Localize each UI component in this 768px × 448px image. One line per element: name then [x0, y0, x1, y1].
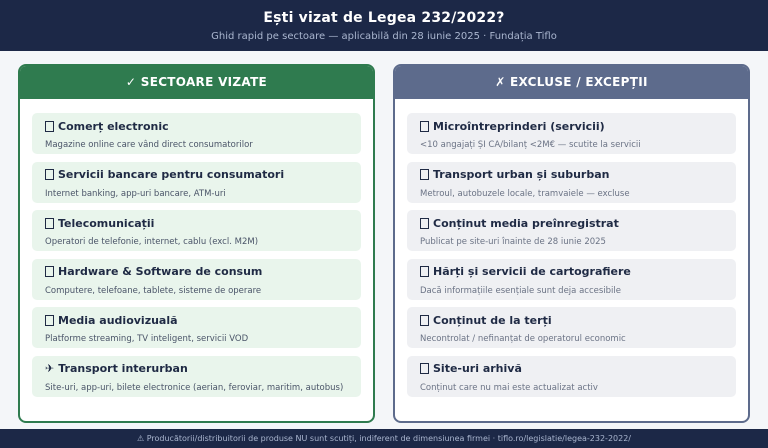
item-title-row	[45, 265, 361, 279]
excluded-sectors-heading: ✗ EXCLUSE / EXCEPȚII	[395, 66, 748, 99]
small-business-icon	[420, 121, 429, 132]
computer-icon	[45, 266, 54, 277]
film-icon	[420, 218, 429, 229]
item-title-row	[420, 362, 736, 376]
item-description: Internet banking, app-uri bancare, ATM-uri	[45, 188, 226, 199]
item-title-row	[45, 216, 361, 230]
header	[0, 0, 768, 51]
list-item	[407, 259, 736, 300]
bank-icon	[45, 169, 54, 180]
item-title: Comerț electronic	[58, 119, 169, 133]
list-item	[407, 113, 736, 154]
list-item	[407, 162, 736, 203]
item-title-row	[45, 362, 361, 376]
item-description: Site-uri, app-uri, bilete electronice (aerian, feroviar, maritim, autobus)	[45, 382, 344, 393]
item-title: Conținut de la terți	[433, 313, 552, 327]
item-title-row	[45, 313, 361, 327]
item-description: Dacă informațiile esențiale sunt deja accesibile	[420, 285, 621, 296]
item-description: Publicat pe site-uri înainte de 28 iunie 2025	[420, 237, 606, 248]
list-item	[32, 259, 361, 300]
item-title-row	[420, 313, 736, 327]
item-title-row	[45, 168, 361, 182]
item-description: Conținut care nu mai este actualizat activ	[420, 382, 598, 393]
map-icon	[420, 266, 429, 277]
list-item	[32, 113, 361, 154]
archive-icon	[420, 363, 429, 374]
list-item	[407, 356, 736, 397]
item-description: <10 angajați ȘI CA/bilanț <2M€ — scutite la servicii	[420, 140, 641, 150]
covered-sectors-panel	[18, 64, 375, 423]
list-item	[407, 210, 736, 251]
link-icon	[420, 315, 429, 326]
tv-icon	[45, 315, 54, 326]
list-item	[407, 307, 736, 348]
item-description: Platforme streaming, TV inteligent, servicii VOD	[45, 334, 249, 345]
covered-sectors-heading: ✓ SECTOARE VIZATE	[20, 66, 373, 99]
item-title: Hărți și servicii de cartografiere	[433, 265, 631, 279]
item-title-row	[420, 168, 736, 182]
item-title: Hardware & Software de consum	[58, 265, 263, 279]
item-title: Transport urban și suburban	[433, 168, 610, 182]
item-title-row	[420, 265, 736, 279]
covered-sectors-list	[20, 99, 373, 397]
excluded-sectors-list	[395, 99, 748, 397]
item-title: Media audiovizuală	[58, 313, 178, 327]
list-item	[32, 307, 361, 348]
item-description: Operatori de telefonie, internet, cablu (excl. M2M)	[45, 237, 259, 248]
item-title: Microîntreprinderi (servicii)	[433, 119, 605, 133]
list-item	[32, 356, 361, 397]
phone-icon	[45, 218, 54, 229]
item-title: Telecomunicații	[58, 216, 155, 230]
airplane-icon: ✈	[45, 362, 55, 376]
bus-icon	[420, 169, 429, 180]
footer-note: ⚠ Producătorii/distribuitorii de produse NU sunt scutiți, indiferent de dimensiunea firmei · tiflo.ro/legislatie/legea-232-2022/	[0, 429, 768, 448]
item-title-row	[420, 216, 736, 230]
storefront-icon	[45, 121, 54, 132]
page-subtitle: Ghid rapid pe sectoare — aplicabilă din 28 iunie 2025 · Fundația Tiflo	[211, 31, 557, 42]
page-title: Ești vizat de Legea 232/2022?	[263, 10, 505, 26]
list-item	[32, 162, 361, 203]
excluded-sectors-panel	[393, 64, 750, 423]
item-title: Servicii bancare pentru consumatori	[58, 168, 285, 182]
item-title-row	[45, 119, 361, 133]
item-title: Transport interurban	[58, 362, 188, 376]
list-item	[32, 210, 361, 251]
item-description: Magazine online care vând direct consumatorilor	[45, 140, 253, 150]
item-title: Conținut media preînregistrat	[433, 216, 619, 230]
item-description: Necontrolat / nefinanțat de operatorul economic	[420, 334, 626, 345]
item-title: Site-uri arhivă	[433, 362, 522, 376]
item-title-row	[420, 119, 736, 133]
item-description: Metroul, autobuzele locale, tramvaiele — excluse	[420, 188, 630, 199]
item-description: Computere, telefoane, tablete, sisteme de operare	[45, 285, 262, 296]
